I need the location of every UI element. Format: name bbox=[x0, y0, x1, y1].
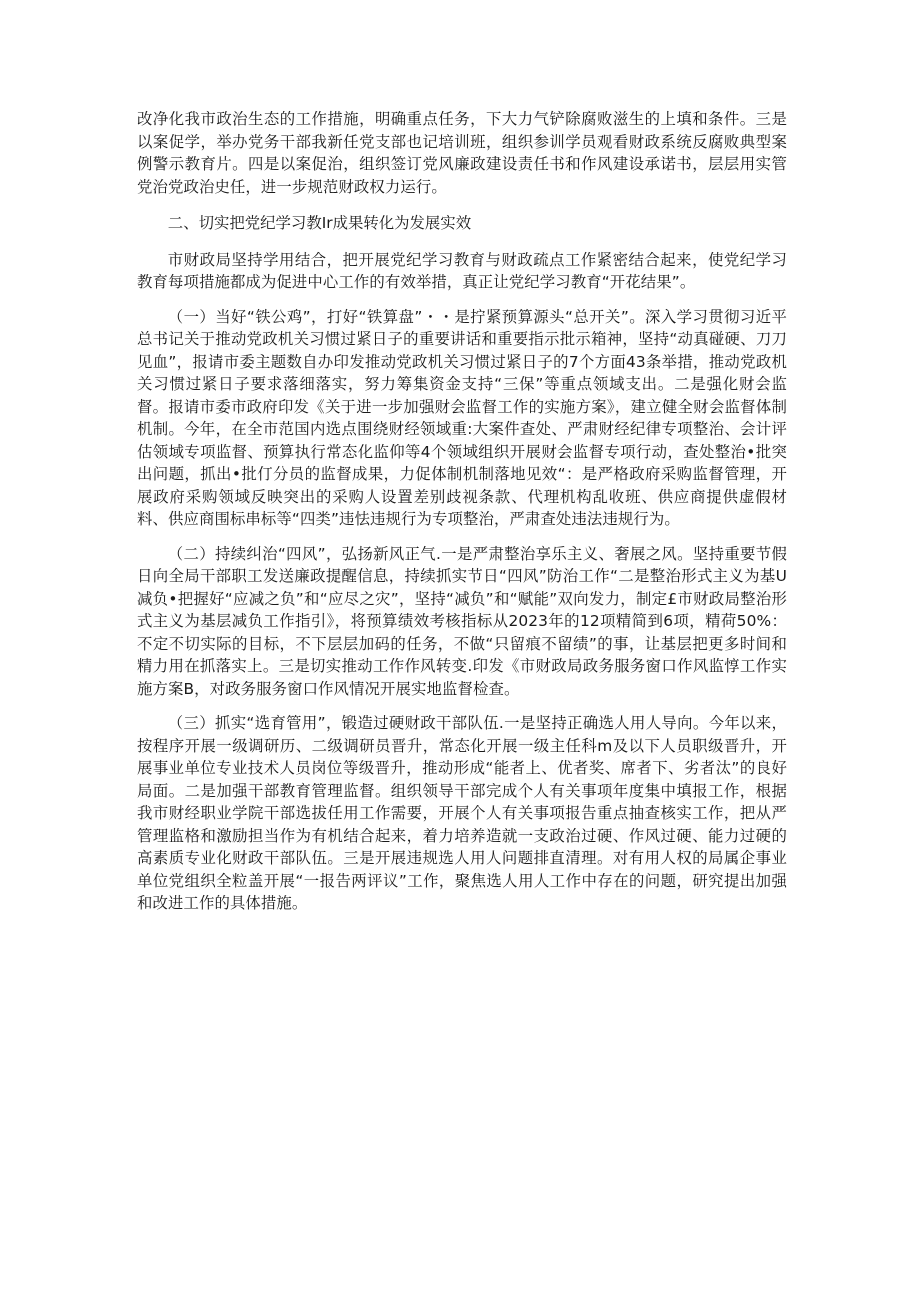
paragraph-continued: 改净化我市政治生态的工作措施，明确重点任务，下大力气铲除腐败滋生的上填和条件。三是以案促学，举办党务干部我新任党支部也记培训班，组织参训学员观看财政系统反腐败典型案例警示教育片。四是以案促治，组织签订党风廉政建设责任书和作风建设承诺书，层层用实管党治党政治史任，进一步规范财政权力运行。 bbox=[137, 110, 787, 196]
paragraph-item-2: （二）持续纠治“四风”，弘扬新风正气.一是严肃整治享乐主义、奢展之风。坚持重要节假日向全局干部职工发送廉政提醒信息，持续抓实节日“四风”防治工作“二是整治形式主义为基U减负•把握好“应减之负”和“应尽之灾”，坚持“减负”和“赋能”双向发力，制定£市财政局整治形式主义为基层减负工作指引》，将预算绩效考核指标从2023年的12项精简到6项，精荷50%：不定不切实际的目标，不下层层加码的任务，不做“只留痕不留绩”的事，让基层把更多时间和精力用在抓落实上。三是切实推动工作作风转变.印发《市财政局政务服务窗口作风监惇工作实施方案B，对政务服务窗口作风情况开展实地监督检查。 bbox=[137, 544, 787, 698]
paragraph-item-1: （一）当好“铁公鸡”，打好“铁算盘”・・是拧紧预算源头“总开关”。深入学习贯彻习近平总书记关于推动党政机关习惯过紧日子的重要讲话和重要指示批示箱神，坚持“动真碰硬、刀刀见血”，报请市委主题数自办印发推动党政机关习惯过紧日子的7个方面43条举措，推动党政机关习惯过紧日子要求落细落实，努力筹集资金支持“三保”等重点领域支出。二是强化财会监督。报请市委市政府印发《关于进一步加强财会监督工作的实施方案》，建立健全财会监督体制机制。今年，在全市范国内选点围绕财经领域重:大案件查处、严肃财经纪律专项整治、会计评估领域专项监督、预算执行常态化监仰等4个领域组织开展财会监督专项行动，查处整治•批突出问题，抓出•批仃分员的监督成果，力促体制机制落地见效“：是严格政府采购监督管理，开展政府采购领域反映突出的采购人设置差别歧视条款、代理机构乱收班、供应商提供虚假材料、供应商围标串标等“四类”违怯违规行为专项整治，严肃查处违法违规行为。 bbox=[137, 307, 787, 528]
paragraph-intro: 市财政局坚持学用结合，把开展党纪学习教育与财政疏点工作紧密结合起来，使党纪学习教育每项措施都成为促进中心工作的有效举措，真正让党纪学习教育“开花结果”。 bbox=[137, 250, 787, 291]
document-body bbox=[137, 108, 787, 927]
section-heading: 二、切实把党纪学习教Ir成果转化为发展实效 bbox=[167, 214, 472, 232]
paragraph-item-3: （三）抓实“选育管用”，锻造过硬财政干部队伍.一是坚持正确选人用人导向。今年以来，按程序开展一级调研历、二级调研员晋升，常态化开展一级主任科m及以下人员职级晋升，开展事业单位专业技术人员岗位等级晋升，推动形成“能者上、优者奖、席者下、劣者汰”的良好局面。二是加强干部教育管理监督。组织领导干部完成个人有关事项年度集中填报工作，根据我市财经职业学院干部选拔任用工作需要，开展个人有关事项报告重点抽查核实工作，把从严管理监格和激励担当作为有机结合起来，着力培养造就一支政治过硬、作风过硬、能力过硬的高素质专业化财政干部队伍。三是开展违规选人用人问题排直清理。对有用人权的局属企事业单位党组织全粒盖开展“一报告两评议”工作，聚焦选人用人工作中存在的问题，研究提出加强和改进工作的具体措施。 bbox=[137, 714, 787, 912]
